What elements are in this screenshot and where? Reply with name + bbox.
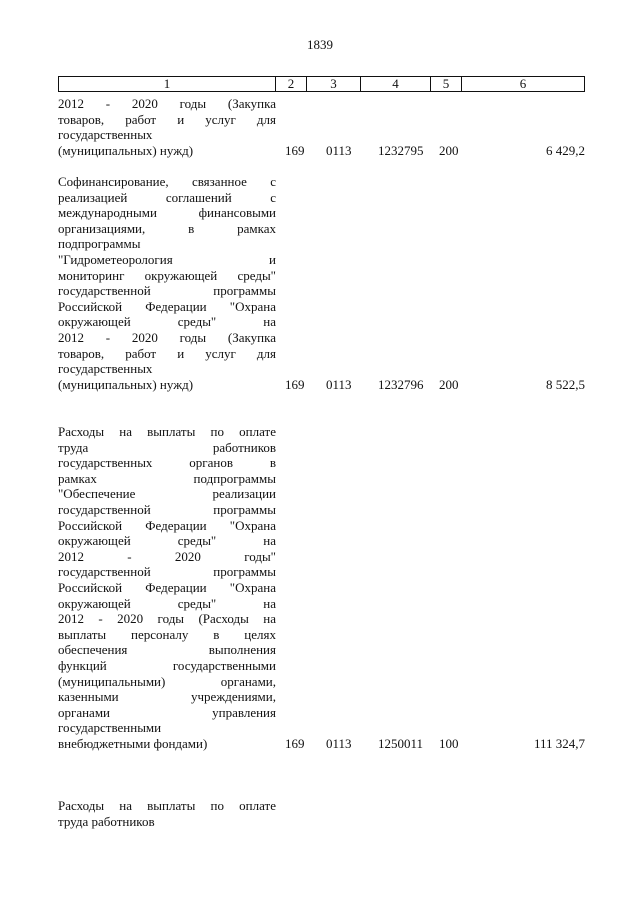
description-line: государственной программы [58,564,276,580]
header-col-5: 5 [430,77,461,91]
cell-col-4: 1232795 [378,142,424,158]
description-line: Российской Федерации "Охрана [58,517,276,533]
cell-col-5: 100 [439,735,459,751]
description-line: выплаты персоналу в целях [58,626,276,642]
cell-col-3: 0113 [326,376,352,392]
description-line: Российской Федерации "Охрана [58,579,276,595]
description-line: государственной программы [58,283,276,299]
row-description [58,96,276,158]
cell-col-4: 1232796 [378,376,424,392]
cell-col-4: 1250011 [378,735,424,751]
description-line: Софинансирование, связанное с [58,174,276,189]
table-header [58,76,585,92]
row-description [58,424,276,751]
description-line: 2012 - 2020 годы" [58,548,276,564]
description-line: государственных [58,127,153,143]
header-col-4: 4 [360,77,430,91]
description-line: государственными [58,720,162,736]
description-line: труда работников [58,439,276,455]
description-line: обеспечения выполнения [58,642,276,658]
description-line: окружающей среды" на [58,314,276,330]
table-row [58,798,585,829]
header-col-2: 2 [275,77,306,91]
description-line: 2012 - 2020 годы (Закупка [58,96,276,111]
cell-col-6: 111 324,7 [533,735,585,751]
description-line: государственной программы [58,501,276,517]
description-line: реализацией соглашений с [58,189,276,205]
header-col-3: 3 [306,77,360,91]
row-description [58,798,276,829]
cell-col-6: 8 522,5 [546,376,585,392]
description-line: (муниципальными) органами, [58,673,276,689]
table-row [58,96,585,158]
description-line: Расходы на выплаты по оплате [58,798,276,813]
description-line: товаров, работ и услуг для [58,345,276,361]
description-line: 2012 - 2020 годы (Расходы на [58,611,276,627]
description-line: органами управления [58,704,276,720]
description-line: окружающей среды" на [58,595,276,611]
description-line: окружающей среды" на [58,533,276,549]
description-line: казенными учреждениями, [58,689,276,705]
description-line: труда работников [58,813,155,829]
description-line: (муниципальных) нужд) [58,376,194,392]
description-line: государственных органов в [58,455,276,471]
cell-col-5: 200 [439,376,459,392]
page-number: 1839 [307,37,333,52]
table-row [58,424,585,751]
header-col-1: 1 [163,76,171,91]
cell-col-2: 169 [285,376,305,392]
description-line: международными финансовыми [58,205,276,221]
cell-col-3: 0113 [326,735,352,751]
description-line: рамках подпрограммы [58,470,276,486]
row-description [58,174,276,392]
description-line: подпрограммы [58,236,141,252]
cell-col-5: 200 [439,142,459,158]
table-row [58,174,585,392]
description-line: (муниципальных) нужд) [58,142,194,158]
description-line: Расходы на выплаты по оплате [58,424,276,439]
description-line: функций государственными [58,657,276,673]
cell-col-2: 169 [285,142,305,158]
cell-col-3: 0113 [326,142,352,158]
description-line: организациями, в рамках [58,220,276,236]
description-line: 2012 - 2020 годы (Закупка [58,329,276,345]
description-line: товаров, работ и услуг для [58,111,276,127]
cell-col-6: 6 429,2 [546,142,585,158]
description-line: внебюджетными фондами) [58,735,208,751]
header-col-6: 6 [461,77,584,91]
description-line: "Гидрометеорология и [58,251,276,267]
description-line: государственных [58,361,153,377]
description-line: мониторинг окружающей среды" [58,267,276,283]
cell-col-2: 169 [285,735,305,751]
description-line: "Обеспечение реализации [58,486,276,502]
description-line: Российской Федерации "Охрана [58,298,276,314]
